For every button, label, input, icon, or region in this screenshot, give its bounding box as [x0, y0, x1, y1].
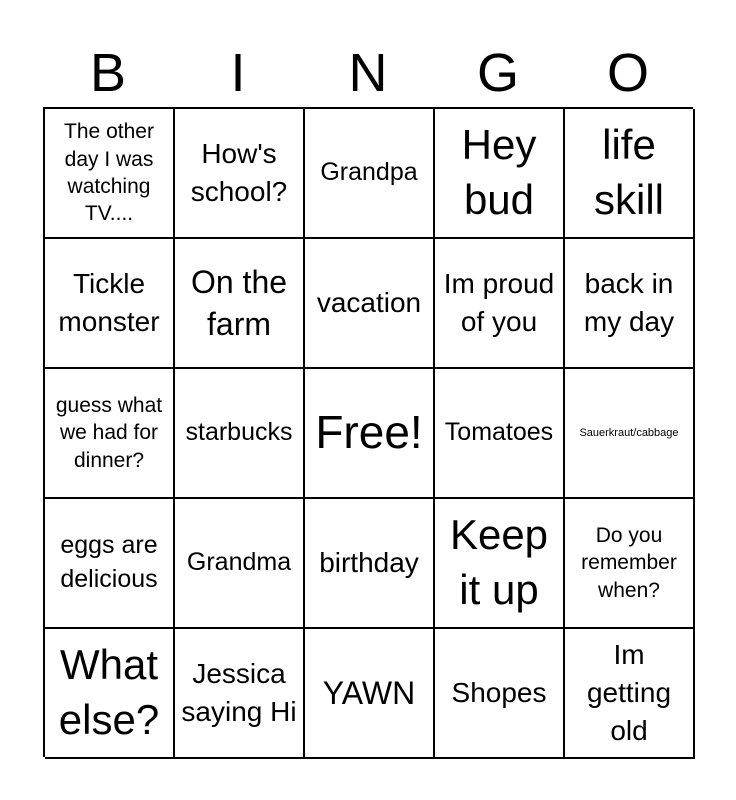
cell-text: What else? — [58, 641, 160, 743]
cell-text: On the farm — [190, 263, 288, 342]
bingo-cell[interactable] — [435, 629, 565, 759]
bingo-cell[interactable] — [565, 629, 695, 759]
header-letter-o: O — [606, 43, 649, 103]
cell-text: eggs are delicious — [60, 531, 158, 593]
header-letter-g: G — [476, 43, 519, 103]
cell-text: Sauerkraut/cabbage — [579, 426, 679, 439]
bingo-board — [43, 107, 693, 757]
bingo-cell[interactable] — [45, 499, 175, 629]
bingo-cell[interactable] — [175, 239, 305, 369]
cell-text: vacation — [316, 287, 422, 319]
bingo-cell[interactable] — [45, 629, 175, 759]
bingo-cell[interactable] — [175, 109, 305, 239]
cell-text: YAWN — [322, 674, 416, 711]
bingo-cell[interactable] — [565, 109, 695, 239]
cell-text: starbucks — [185, 418, 293, 447]
bingo-cell[interactable] — [565, 499, 695, 629]
header-letter-n: N — [348, 43, 388, 103]
cell-text: The other day I was watching TV.... — [64, 120, 154, 226]
cell-text: back in my day — [583, 268, 675, 337]
header-letter-b: B — [89, 43, 127, 103]
cell-text: birthday — [319, 547, 419, 579]
cell-text: Grandma — [186, 548, 292, 577]
cell-text: Im proud of you — [443, 268, 555, 337]
cell-text: Free! — [315, 406, 423, 459]
cell-text: Tomatoes — [444, 418, 554, 447]
cell-text: Jessica saying Hi — [181, 658, 297, 727]
bingo-header — [43, 40, 693, 106]
cell-text: Hey bud — [461, 121, 537, 223]
bingo-cell[interactable] — [435, 369, 565, 499]
cell-text: life skill — [594, 121, 664, 223]
bingo-cell[interactable] — [45, 239, 175, 369]
bingo-cell[interactable] — [305, 499, 435, 629]
bingo-cell[interactable] — [305, 629, 435, 759]
cell-text: Shopes — [451, 677, 547, 709]
cell-text: How's school? — [190, 138, 288, 207]
header-letter-i: I — [230, 43, 246, 103]
bingo-cell[interactable] — [565, 369, 695, 499]
bingo-cell[interactable] — [435, 109, 565, 239]
bingo-cell[interactable] — [175, 629, 305, 759]
bingo-cell[interactable] — [175, 499, 305, 629]
bingo-cell[interactable] — [435, 239, 565, 369]
free-space-cell[interactable] — [305, 369, 435, 499]
cell-text: Im getting old — [586, 639, 672, 746]
cell-text: Do you remember when? — [581, 524, 677, 602]
cell-text: Grandpa — [320, 158, 418, 187]
bingo-cell[interactable] — [305, 239, 435, 369]
cell-text: Keep it up — [449, 511, 549, 613]
bingo-cell[interactable] — [565, 239, 695, 369]
bingo-cell[interactable] — [45, 109, 175, 239]
cell-text: guess what we had for dinner? — [55, 394, 163, 472]
bingo-cell[interactable] — [45, 369, 175, 499]
bingo-cell[interactable] — [175, 369, 305, 499]
cell-text: Tickle monster — [58, 268, 160, 337]
bingo-cell[interactable] — [435, 499, 565, 629]
bingo-cell[interactable] — [305, 109, 435, 239]
